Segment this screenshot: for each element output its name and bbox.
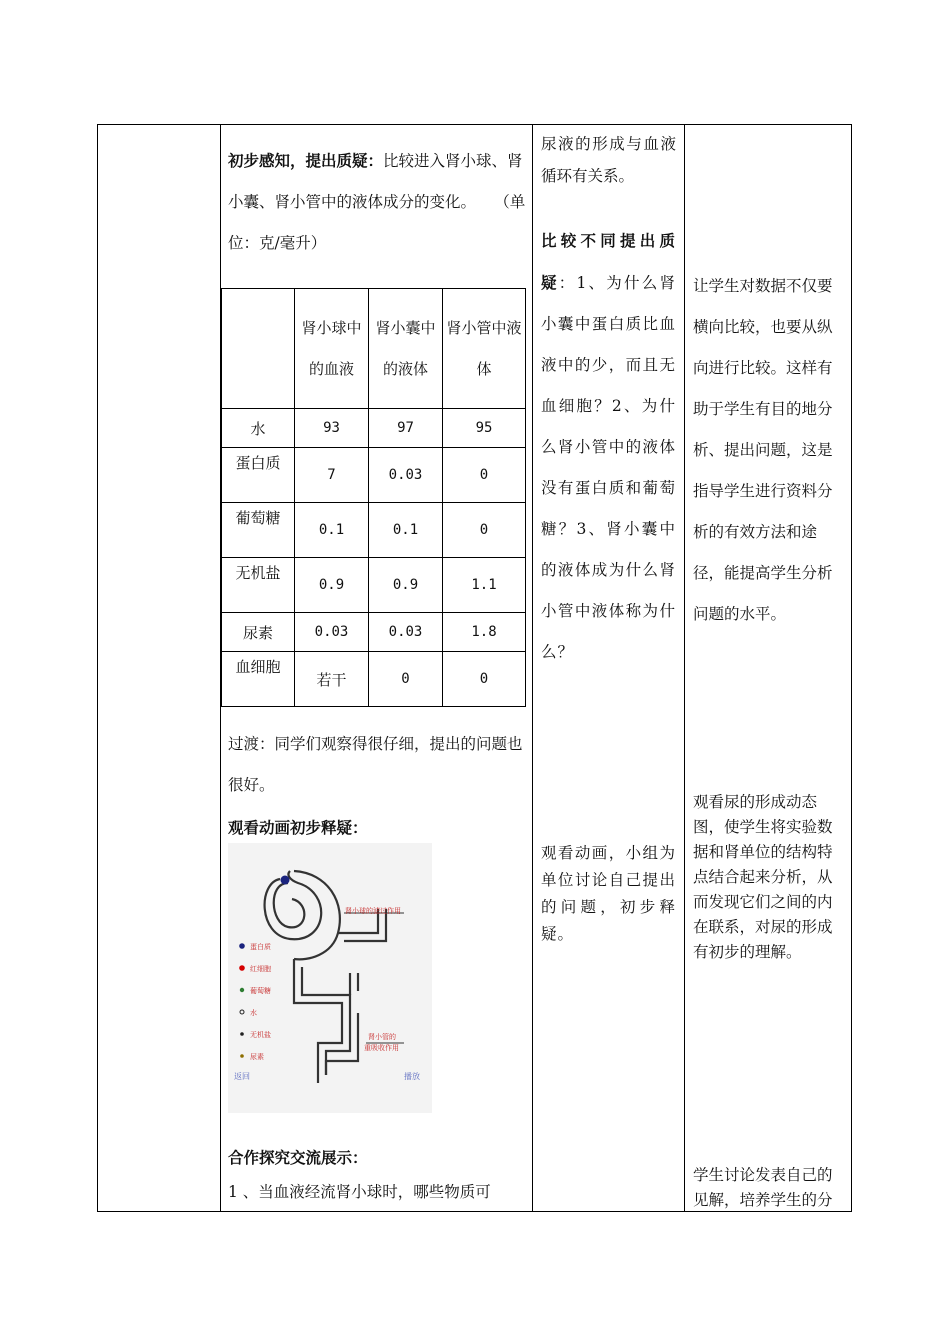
legend-dot — [240, 1010, 244, 1014]
legend-dot — [239, 943, 245, 949]
student-activity-1: 尿液的形成与血液循环有关系。 — [541, 135, 676, 185]
column-divider — [532, 124, 533, 1212]
table-row-label: 葡萄糖 — [222, 503, 295, 558]
table-cell: 7 — [295, 448, 369, 503]
table-row — [222, 448, 526, 503]
table-header-cell: 肾小囊中的液体 — [369, 289, 443, 409]
table-row-label: 水 — [222, 409, 295, 448]
table-row — [222, 613, 526, 652]
column-divider — [684, 124, 685, 1212]
table-cell: 0 — [369, 652, 443, 707]
unit-note: （单位：克/毫升） — [228, 193, 526, 252]
legend-label: 蛋白质 — [250, 943, 271, 951]
play-control[interactable]: 播放 — [404, 1072, 420, 1081]
table-cell: 93 — [295, 409, 369, 448]
label-filtration: 肾小球的滤过作用 — [345, 907, 401, 915]
design-intent-1: 让学生对数据不仅要横向比较，也要从纵向进行比较。这样有助于学生有目的地分析、提出问题，这是指导学生进行资料分析的有效方法和途径，能提高学生分析问题的水平。 — [693, 277, 833, 623]
table-cell: 0.1 — [295, 503, 369, 558]
table-row-label: 血细胞 — [222, 652, 295, 707]
legend-dot — [240, 1032, 244, 1036]
table-cell: 97 — [369, 409, 443, 448]
composition-table — [221, 288, 526, 707]
table-row — [222, 558, 526, 613]
table-cell: 95 — [443, 409, 526, 448]
intro-paragraph — [228, 140, 528, 264]
table-cell: 0.9 — [295, 558, 369, 613]
transition-text: 过渡：同学们观察得很仔细，提出的问题也很好。 — [228, 735, 523, 794]
question-text: ：1、为什么肾小囊中蛋白质比血液中的少，而且无血细胞？2、为什么肾小管中的液体没有蛋白质和葡萄糖？3、肾小囊中的液体成为什么肾小管中液体称为什么？ — [541, 274, 676, 661]
intro-text: 比较进入肾小球、肾小囊、肾小管中的液体成分的变化。 — [228, 152, 523, 211]
coop-item: 1 、当血液经流肾小球时，哪些物质可 — [228, 1183, 491, 1201]
table-cell: 0.9 — [369, 558, 443, 613]
nephron-diagram — [228, 843, 432, 1113]
legend-dot — [240, 1054, 244, 1058]
nephron-animation[interactable] — [228, 843, 432, 1113]
label-reabsorption-1: 肾小管的 — [368, 1033, 396, 1041]
table-header-cell: 肾小球中的血液 — [295, 289, 369, 409]
teaching-content — [228, 140, 528, 264]
table-cell: 1.1 — [443, 558, 526, 613]
legend-label: 水 — [250, 1009, 257, 1017]
back-control[interactable]: 返回 — [234, 1072, 250, 1081]
design-intent-2: 观看尿的形成动态图，使学生将实验数据和肾单位的结构特点结合起来分析，从而发现它们之间的内在联系，对尿的形成有初步的理解。 — [693, 793, 833, 961]
table-cell: 1.8 — [443, 613, 526, 652]
table-cell: 0.03 — [369, 448, 443, 503]
table-row-label: 无机盐 — [222, 558, 295, 613]
intro-heading: 初步感知，提出质疑： — [228, 151, 384, 170]
table-cell: 0.1 — [369, 503, 443, 558]
table-row — [222, 503, 526, 558]
table-cell: 0 — [443, 448, 526, 503]
student-activity-3: 观看动画，小组为单位讨论自己提出的问题，初步释疑。 — [541, 844, 676, 943]
table-header-cell — [222, 289, 295, 409]
coop-block — [228, 1141, 528, 1209]
label-reabsorption-2: 重吸收作用 — [364, 1044, 399, 1052]
table-row-label: 蛋白质 — [222, 448, 295, 503]
table-cell: 0.03 — [369, 613, 443, 652]
legend-label: 红细胞 — [250, 965, 271, 973]
student-activity-2 — [541, 220, 676, 673]
legend-dot — [239, 965, 245, 971]
question-heading: 比较不同提出质疑 — [541, 231, 676, 292]
transition-block — [228, 724, 528, 844]
table-row — [222, 652, 526, 707]
coop-heading: 合作探究交流展示： — [228, 1148, 368, 1167]
legend-label: 葡萄糖 — [250, 987, 271, 995]
legend-label: 无机盐 — [250, 1031, 271, 1039]
table-cell: 0 — [443, 503, 526, 558]
legend-dot — [240, 988, 244, 992]
table-row — [222, 409, 526, 448]
table-header-row — [222, 289, 526, 409]
animation-heading: 观看动画初步释疑： — [228, 818, 368, 837]
legend-label: 尿素 — [250, 1053, 264, 1061]
table-cell: 0.03 — [295, 613, 369, 652]
table-header-cell: 肾小管中液体 — [443, 289, 526, 409]
table-cell: 0 — [443, 652, 526, 707]
design-intent-3: 学生讨论发表自己的见解，培养学生的分 — [693, 1166, 833, 1209]
table-cell: 若干 — [295, 652, 369, 707]
table-row-label: 尿素 — [222, 613, 295, 652]
animation-legend — [239, 942, 271, 1061]
